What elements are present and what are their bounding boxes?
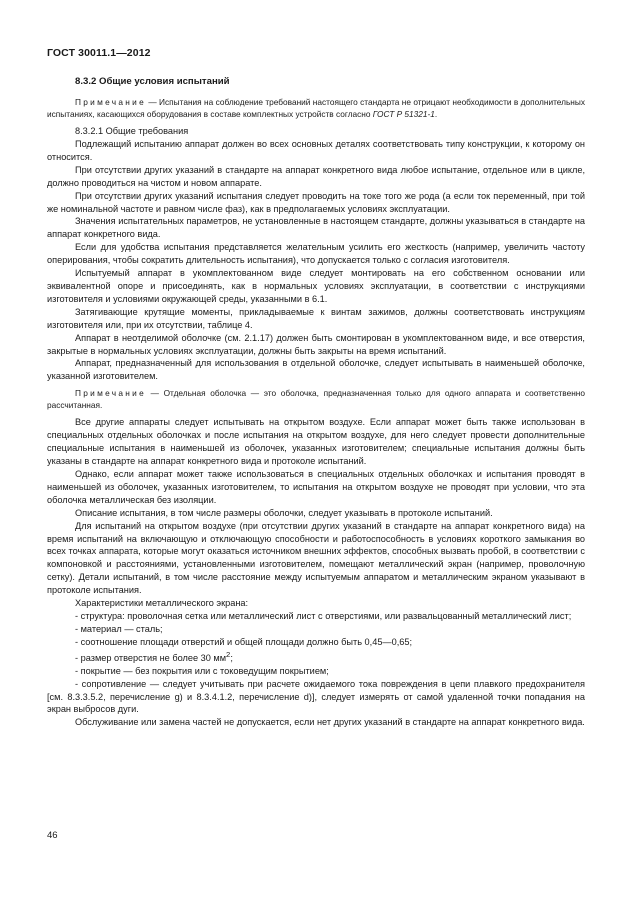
note-label: Примечание	[75, 96, 147, 107]
note-text: — Отдельная оболочка — это оболочка, предназначенная только для одного аппарата и соответственно рассчитанная.	[47, 388, 585, 410]
paragraph: Испытуемый аппарат в укомплектованном виде следует монтировать на его собственном основании или эквивалентной опоре и присоединять, как в нормальных условиях эксплуатации, в соответствии с инструкциями изготовителя и условиями окружающей среды, указанными в 6.1.	[47, 268, 585, 304]
list-item: - покрытие — без покрытия или с токоведущим покрытием;	[75, 665, 329, 676]
paragraph: Подлежащий испытанию аппарат должен во всех основных деталях соответствовать типу конструкции, к которому он относится.	[47, 139, 585, 162]
standard-designation: ГОСТ 30011.1—2012	[47, 47, 151, 59]
list-item: - структура: проволочная сетка или металлический лист с отверстиями, или развальцованный металлический лист;	[75, 611, 572, 621]
paragraph: Если для удобства испытания представляется желательным усилить его жесткость (например, увеличить частоту оперирования, чтобы сократить длительность испытания), что допускается только с согласия изготовителя.	[47, 242, 585, 266]
paragraph: Для испытаний на открытом воздухе (при отсутствии других указаний в стандарте на аппарат конкретного вида) на время испытаний на включающую и отключающую способности и работоспособность в условиях короткого замыкания во всех точках аппарата, которые могут оказаться источником внешних эффектов, способных вызвать пробой, в соответствии с компоновкой и расстояниями, установленными изготовителем, помещают металлический экран (например, проволочную сетку). Детали испытаний, в том числе расстояние между испытуемым аппаратом и металлическим экраном указывают в протоколе испытания.	[47, 520, 585, 596]
mesh-end: ;	[230, 652, 233, 663]
paragraph: При отсутствии других указаний в стандарте на аппарат конкретного вида любое испытание, отдельное или в цикле, должно проводиться на чистом и новом аппарате.	[47, 164, 585, 188]
paragraph: Однако, если аппарат может также использоваться в специальных отдельных оболочках и испытания проводят в наименьшей из оболочек, указанных изготовителем, то испытания на открытом воздухе не проводят при условии, что эта оболочка металлическая без изоляции.	[47, 469, 585, 505]
page-number: 46	[47, 830, 58, 841]
paragraph: Все другие аппараты следует испытывать на открытом воздухе. Если аппарат может быть также использован в специальных отдельных оболочках и после испытания на открытом воздухе, для него следует провести дополнительные специальные испытания в наименьшей из оболочек, указанных изготовителем; специальные испытания должны быть указаны в стандарте на аппарат конкретного вида и протоколе испытаний.	[47, 417, 585, 467]
subsection-heading: 8.3.2.1 Общие требования	[75, 126, 189, 137]
note-1	[47, 97, 585, 120]
paragraph: Характеристики металлического экрана:	[75, 598, 249, 609]
page-body	[47, 76, 585, 729]
paragraph: Обслуживание или замена частей не допускается, если нет других указаний в стандарте на аппарат конкретного вида.	[75, 717, 585, 728]
note-text: — Испытания на соблюдение требований настоящего стандарта не отрицают необходимости в дополнительных испытаниях, касающихся оборудования в составе комплектных устройств согласно	[47, 96, 585, 119]
list-item	[47, 649, 585, 665]
paragraph: Описание испытания, в том числе размеры оболочки, следует указывать в протоколе испытаний.	[75, 507, 493, 518]
section-heading: 8.3.2 Общие условия испытаний	[75, 76, 230, 87]
superscript: 2	[226, 649, 231, 659]
note-end: .	[434, 108, 438, 119]
paragraph: Аппарат, предназначенный для использования в отдельной оболочке, следует испытывать в наименьшей оболочке, указанной изготовителем.	[47, 358, 585, 382]
list-item: - материал — сталь;	[75, 623, 163, 634]
list-item: - сопротивление — следует учитывать при расчете ожидаемого тока повреждения в цепи плавкого предохранителя [см. 8.3.3.5.2, перечисление g) и 8.3.4.1.2, перечисление d)], следует измерять от самой удаленной точки попадания на экран выбросов дуги.	[47, 678, 585, 715]
list-item: - соотношение площади отверстий и общей площади должно быть 0,45—0,65;	[75, 636, 413, 647]
paragraph: Значения испытательных параметров, не установленные в настоящем стандарте, должны указываться в стандарте на аппарат конкретного вида.	[47, 216, 585, 240]
note-label: Примечание	[75, 388, 147, 399]
paragraph: Затягивающие крутящие моменты, прикладываемые к винтам зажимов, должны соответствовать инструкциям изготовителя или, при их отсутствии, таблице 4.	[47, 306, 585, 330]
note-2	[47, 388, 585, 411]
paragraph: При отсутствии других указаний испытания следует проводить на токе того же рода (а если ток переменный, при той же номинальной частоте и равном числе фаз), как в предполагаемых условиях эксплуатации.	[47, 190, 585, 214]
paragraph: Аппарат в неотделимой оболочке (см. 2.1.17) должен быть смонтирован в укомплектованном виде, и все отверстия, закрытые в нормальных условиях эксплуатации, должны быть закрыты на время испытаний.	[47, 332, 585, 356]
mesh-text: - размер отверстия не более 30 мм	[75, 652, 227, 663]
note-reference: ГОСТ Р 51321-1	[372, 108, 435, 119]
